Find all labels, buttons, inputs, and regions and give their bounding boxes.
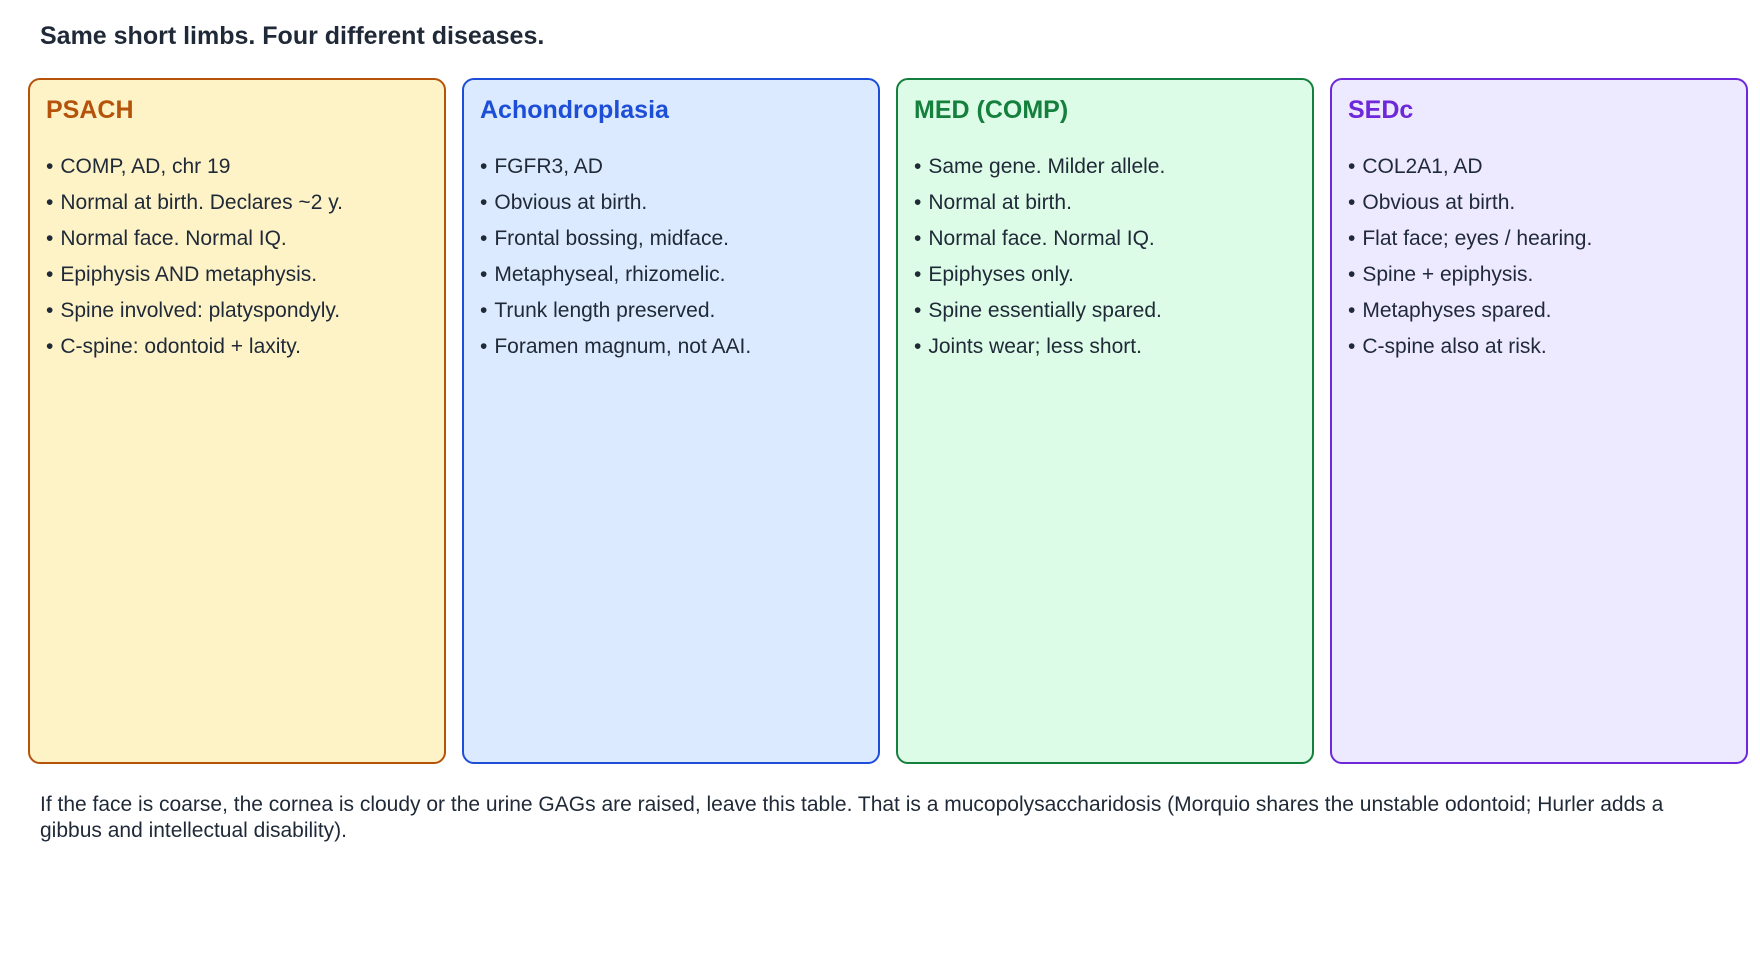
feature-list-achondroplasia bbox=[480, 149, 862, 365]
list-item: • Normal face. Normal IQ. bbox=[46, 221, 428, 257]
list-item: • Obvious at birth. bbox=[1348, 185, 1730, 221]
list-item: • Flat face; eyes / hearing. bbox=[1348, 221, 1730, 257]
card-psach bbox=[28, 78, 446, 764]
card-title-med-comp: MED (COMP) bbox=[914, 96, 1069, 124]
list-item: • Spine involved: platyspondyly. bbox=[46, 293, 428, 329]
card-med-comp bbox=[896, 78, 1314, 764]
card-achondroplasia bbox=[462, 78, 880, 764]
card-title-sedc: SEDc bbox=[1348, 96, 1414, 124]
list-item: • Joints wear; less short. bbox=[914, 329, 1296, 365]
feature-list-sedc bbox=[1348, 149, 1730, 365]
list-item: • Same gene. Milder allele. bbox=[914, 149, 1296, 185]
list-item: • Foramen magnum, not AAI. bbox=[480, 329, 862, 365]
list-item: • FGFR3, AD bbox=[480, 149, 862, 185]
list-item: • Frontal bossing, midface. bbox=[480, 221, 862, 257]
card-title-achondroplasia: Achondroplasia bbox=[480, 96, 669, 124]
page-title: Same short limbs. Four different diseases. bbox=[40, 22, 545, 50]
card-title-psach: PSACH bbox=[46, 96, 134, 124]
list-item: • Normal at birth. bbox=[914, 185, 1296, 221]
list-item: • Epiphyses only. bbox=[914, 257, 1296, 293]
list-item: • Spine + epiphysis. bbox=[1348, 257, 1730, 293]
list-item: • C-spine also at risk. bbox=[1348, 329, 1730, 365]
feature-list-med-comp bbox=[914, 149, 1296, 365]
list-item: • Trunk length preserved. bbox=[480, 293, 862, 329]
list-item: • COMP, AD, chr 19 bbox=[46, 149, 428, 185]
disease-comparison-cards bbox=[28, 78, 1746, 764]
list-item: • Metaphyseal, rhizomelic. bbox=[480, 257, 862, 293]
list-item: • Spine essentially spared. bbox=[914, 293, 1296, 329]
feature-list-psach bbox=[46, 149, 428, 365]
list-item: • Epiphysis AND metaphysis. bbox=[46, 257, 428, 293]
list-item: • Metaphyses spared. bbox=[1348, 293, 1730, 329]
list-item: • Normal at birth. Declares ~2 y. bbox=[46, 185, 428, 221]
card-sedc bbox=[1330, 78, 1748, 764]
list-item: • COL2A1, AD bbox=[1348, 149, 1730, 185]
list-item: • Normal face. Normal IQ. bbox=[914, 221, 1296, 257]
list-item: • C-spine: odontoid + laxity. bbox=[46, 329, 428, 365]
list-item: • Obvious at birth. bbox=[480, 185, 862, 221]
footnote: If the face is coarse, the cornea is cloudy or the urine GAGs are raised, leave this table. That is a mucopolysaccharidosis (Morquio shares the unstable odontoid; Hurler adds a gibbus and intellectual disability). bbox=[40, 793, 1664, 842]
